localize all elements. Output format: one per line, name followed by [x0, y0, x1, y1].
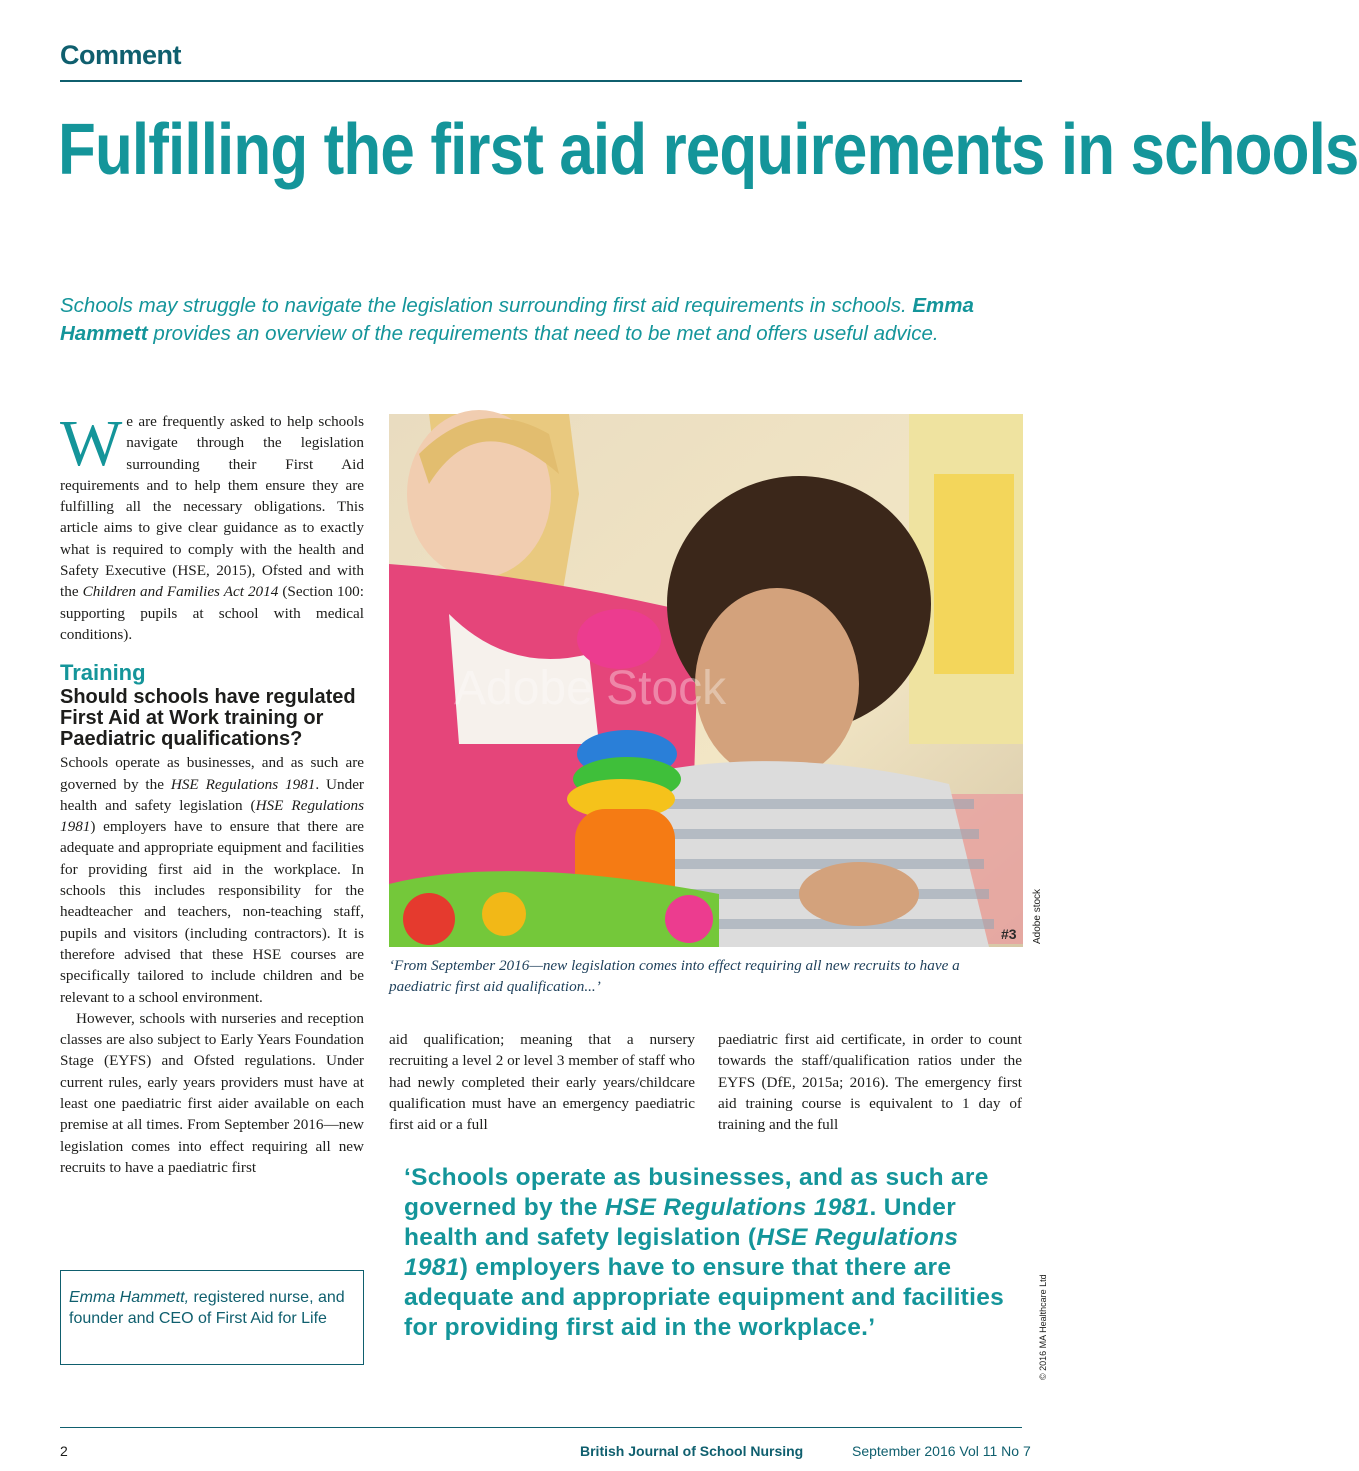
column-middle: [389, 1029, 695, 1135]
bio-text: registered nurse, and founder and CEO of First Aid for Life: [69, 1289, 345, 1327]
paragraph-2: [60, 752, 364, 1008]
standfirst: [60, 292, 1030, 348]
bottom-rule: [60, 1427, 1022, 1428]
intro-paragraph: [60, 407, 364, 645]
page-number: 2: [60, 1443, 68, 1459]
article-title: Fulfilling the first aid requirements in schools: [58, 110, 1359, 190]
author-name: Emma Hammett: [60, 294, 974, 345]
watermark: Adobe Stock: [454, 662, 727, 715]
pullquote-text-2: . Under health and safety legislation (: [404, 1194, 957, 1251]
drop-cap: W: [60, 407, 123, 480]
p2-text-1: Schools operate as businesses, and as such are governed by the: [60, 754, 364, 793]
column-left: [60, 407, 364, 1178]
p2-regulation-2: HSE Regulations 1981: [60, 796, 364, 836]
footer-journal-name: British Journal of School Nursing: [580, 1443, 804, 1459]
standfirst-text-2: provides an overview of the requirements that need to be met and offers useful advice.: [147, 322, 939, 345]
standfirst-text-1: Schools may struggle to navigate the legislation surrounding first aid requirements in schools.: [60, 294, 913, 317]
pullquote-regulation-2: HSE Regulations 1981: [404, 1224, 959, 1281]
bio-author-name: Emma Hammett,: [69, 1289, 190, 1306]
intro-text-1: e are frequently asked to help schools navigate through the legislation surrounding their First Aid requirements and to help them ensure they are fulfilling all the necessary obligations. This article aims to give clear guidance as to exactly what is required to comply with the health and Safety Executive (HSE, 2015), Ofsted and with the: [60, 413, 364, 601]
p2-regulation-1: HSE Regulations 1981: [170, 775, 316, 793]
heading-training: Training: [60, 660, 146, 686]
section-label: Comment: [60, 40, 182, 70]
top-rule: [60, 80, 1022, 82]
article-photo: [389, 414, 1023, 947]
footer-issue: September 2016 Vol 11 No 7: [852, 1443, 1031, 1459]
photo-credit: Adobe stock: [1032, 888, 1043, 944]
copyright-notice: © 2016 MA Healthcare Ltd: [1038, 1274, 1048, 1380]
pull-quote: [404, 1163, 1014, 1343]
right-paragraph: paediatric first aid certificate, in order to count towards the staff/qualification ratios under the EYFS (DfE, 2015a; 2016). The emergency first aid training course is equivalent to 1 day of training and the full: [718, 1031, 1022, 1134]
author-bio-box: [60, 1270, 364, 1365]
pullquote-text-1: ‘Schools operate as businesses, and as such are governed by the: [404, 1164, 989, 1221]
pullquote-regulation-1: HSE Regulations 1981: [604, 1194, 870, 1221]
p2-text-3: ) employers have to ensure that there are adequate and appropriate equipment and facilities for providing first aid in the workplace. In schools this includes responsibility for the headteacher and teachers, non-teaching staff, pupils and visitors (including contractors). It is therefore advised that these HSE courses are specifically tailored to include children and be relevant to a school environment.: [60, 818, 364, 1006]
intro-text-2: (Section 100: supporting pupils at school with medical conditions).: [60, 583, 364, 643]
heading-question: Should schools have regulated First Aid at Work training or Paediatric qualifications?: [60, 686, 356, 751]
column-right: [718, 1029, 1022, 1135]
toy-pink: [577, 609, 661, 669]
photo-corner-label: #3: [1001, 926, 1017, 942]
photo-illustration: [389, 414, 1023, 947]
pullquote-text-3: ) employers have to ensure that there are adequate and appropriate equipment and facilities for providing first aid in the workplace.’: [404, 1254, 1005, 1341]
child-hand: [799, 862, 919, 926]
middle-paragraph: aid qualification; meaning that a nursery recruiting a level 2 or level 3 member of staff who had newly completed their early years/childcare qualification must have an emergency paediatric first aid or a full: [389, 1031, 695, 1134]
act-title: Children and Families Act 2014: [82, 583, 279, 601]
photo-caption: ‘From September 2016—new legislation comes into effect requiring all new recruits to have a paediatric first aid qualification...’: [389, 957, 960, 995]
p2-text-2: . Under health and safety legislation (: [60, 775, 364, 814]
paragraph-3: However, schools with nurseries and reception classes are also subject to Early Years Foundation Stage (EYFS) and Ofsted regulations. Under current rules, early years providers must have at least one paediatric first aider available on each premise at all times. From September 2016—new legislation comes into effect requiring all new recruits to have a paediatric first: [60, 1009, 364, 1176]
